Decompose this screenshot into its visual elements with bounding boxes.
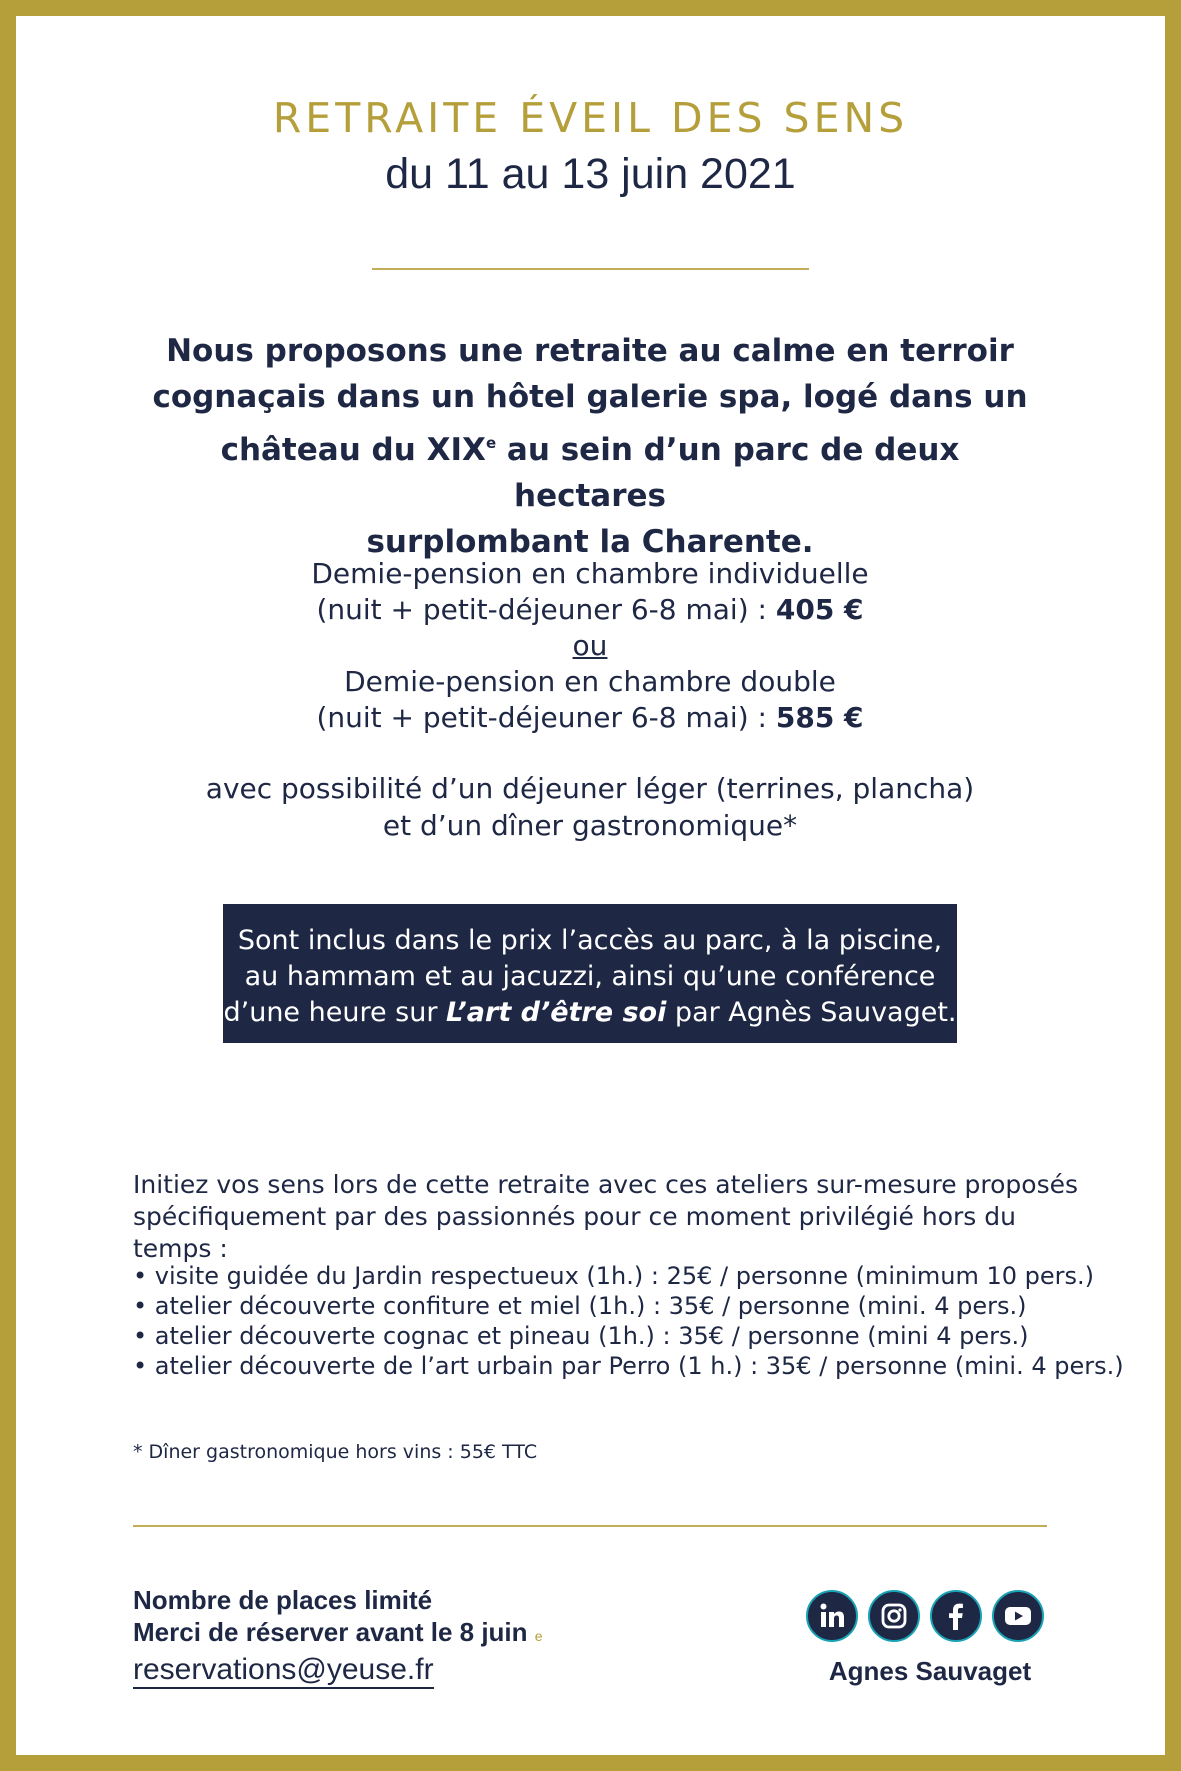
single-room-price: (nuit + petit-déjeuner 6-8 mai) : 405 € xyxy=(316,593,864,626)
meal-option-line: et d’un dîner gastronomique* xyxy=(382,809,798,842)
included-line: d’une heure sur L’art d’être soi par Agnès Sauvaget. xyxy=(223,997,957,1028)
workshop-list xyxy=(133,1261,1124,1381)
meal-options xyxy=(140,770,1040,844)
author-handle: Agnes Sauvaget xyxy=(828,1656,1032,1686)
intro-line: Nous proposons une retraite au calme en terroir xyxy=(166,333,1014,369)
workshops-intro xyxy=(133,1169,1093,1265)
footnote: * Dîner gastronomique hors vins : 55€ TTC xyxy=(133,1441,538,1463)
instagram-icon[interactable] xyxy=(868,1590,920,1642)
included-box xyxy=(223,904,957,1043)
booking-info xyxy=(133,1584,543,1652)
youtube-icon[interactable] xyxy=(992,1590,1044,1642)
list-item: • atelier découverte cognac et pineau (1h.) : 35€ / personne (mini 4 pers.) xyxy=(133,1322,1029,1350)
included-line: Sont inclus dans le prix l’accès au parc, à la piscine, xyxy=(237,925,943,956)
reservation-email-link[interactable]: reservations@yeuse.fr xyxy=(133,1653,434,1689)
pricing-block xyxy=(140,556,1040,736)
workshops-intro-line: spécifiquement par des passionnés pour ce moment privilégié hors du temps : xyxy=(133,1202,1016,1263)
or-separator: ou xyxy=(572,629,608,662)
booking-deadline: Merci de réserver avant le 8 juin e xyxy=(133,1617,543,1647)
list-item: • atelier découverte de l’art urbain par Perro (1 h.) : 35€ / personne (mini. 4 pers.) xyxy=(133,1352,1124,1380)
intro-line: château du XIXe au sein d’un parc de deux hectares xyxy=(220,432,960,514)
page-title: RETRAITE ÉVEIL DES SENS xyxy=(272,94,909,142)
included-line: au hammam et au jacuzzi, ainsi qu’une conférence xyxy=(244,961,936,992)
top-divider xyxy=(372,268,809,270)
list-item: • atelier découverte confiture et miel (1h.) : 35€ / personne (mini. 4 pers.) xyxy=(133,1292,1027,1320)
intro-line: surplombant la Charente. xyxy=(366,524,814,560)
limited-places-text: Nombre de places limité xyxy=(133,1585,433,1615)
workshops-intro-line: Initiez vos sens lors de cette retraite avec ces ateliers sur-mesure proposés xyxy=(133,1170,1079,1199)
double-room-price: (nuit + petit-déjeuner 6-8 mai) : 585 € xyxy=(316,701,864,734)
list-item: • visite guidée du Jardin respectueux (1h.) : 25€ / personne (minimum 10 pers.) xyxy=(133,1262,1095,1290)
bottom-divider xyxy=(133,1525,1047,1527)
meal-option-line: avec possibilité d’un déjeuner léger (terrines, plancha) xyxy=(205,772,975,805)
page-frame xyxy=(16,16,1165,1755)
intro-paragraph xyxy=(140,328,1040,565)
double-room-label: Demie-pension en chambre double xyxy=(344,665,836,698)
event-dates: du 11 au 13 juin 2021 xyxy=(385,150,796,198)
facebook-icon[interactable] xyxy=(930,1590,982,1642)
social-links xyxy=(806,1590,1052,1646)
linkedin-icon[interactable] xyxy=(806,1590,858,1642)
single-room-label: Demie-pension en chambre individuelle xyxy=(311,557,869,590)
intro-line: cognaçais dans un hôtel galerie spa, logé dans un xyxy=(152,379,1028,415)
